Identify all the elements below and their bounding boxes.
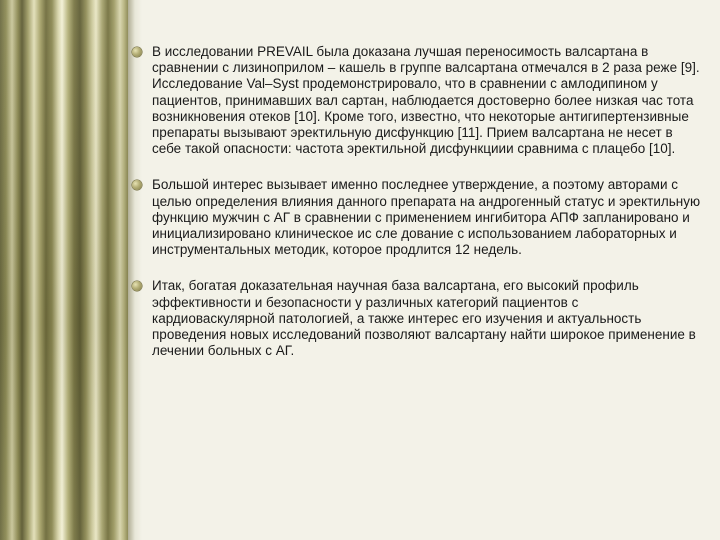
bullet-marker-icon: [132, 47, 142, 57]
bullet-text: Итак, богатая доказательная научная база валсартана, его высокий профиль эффективности и безопасности у различных категорий пациентов с кардиоваскулярной патологией, а также интерес его изучения и актуальность проведения новых исследований позволяют валсартану найти широкое применение в лечении больных с АГ.: [152, 278, 696, 359]
bullet-text: В исследовании PREVAIL была доказана лучшая переносимость валсартана в сравнении с лизиноприлом – кашель в группе валсартана отмечался в 2 раза реже [9]. Исследование Val–Syst продемонстрировало, что в сравнении с амлодипином у пациентов, принимавших вал сартан, наблюдается достоверно более низкая час тота возникновения отеков [10]. Кроме того, известно, что некоторые антигипертензивные препараты вызывают эректильную дисфункцию [11]. Прием валсартана не несет в себе такой опасности: частота эректильной дисфункциии сравнима с плацебо [10].: [152, 44, 700, 157]
bullet-marker-icon: [132, 281, 142, 291]
slide-content: [132, 44, 702, 379]
bullet-item-1: [132, 44, 702, 157]
decorative-gold-column: [0, 0, 128, 540]
bullet-marker-icon: [132, 180, 142, 190]
bullet-text: Большой интерес вызывает именно последнее утверждение, а поэтому авторами с целью определения влияния данного препарата на андрогенный статус и эректильную функцию мужчин с АГ в сравнении с применением ингибитора АПФ запланировано и инициализировано клиническое ис сле дование с использованием лабораторных и инструментальных методик, которое продлится 12 недель.: [152, 177, 701, 258]
bullet-item-3: [132, 278, 702, 359]
bullet-item-2: [132, 177, 702, 258]
